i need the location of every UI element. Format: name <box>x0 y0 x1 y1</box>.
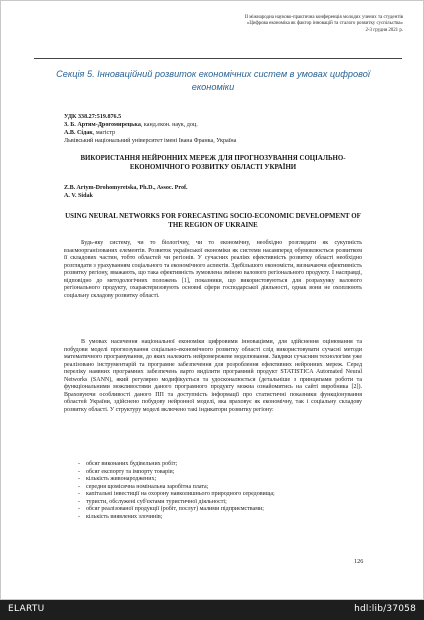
header-line-3: 2-3 грудня 2021 р. <box>365 27 403 33</box>
header-line-2: «Цифрова економіка як фактор інновацій та сталого розвитку суспільства» <box>246 21 403 27</box>
affiliation: Львівський національний університет імені Івана Франка, Україна <box>64 138 237 144</box>
conference-header <box>103 15 403 34</box>
header-divider <box>34 58 402 59</box>
section-title: Секція 5. Інноваційний розвиток економічних систем в умовах цифрової економіки <box>56 69 370 92</box>
author-uk-2-title: , магістр <box>92 130 116 136</box>
article-title-en: USING NEURAL NETWORKS FOR FORECASTING SOCIO-ECONOMIC DEVELOPMENT OF THE REGION OF UKRAINE <box>65 213 361 230</box>
page-number: 126 <box>354 558 364 565</box>
bullet-dash: - <box>78 476 80 483</box>
list-item-text: обсяг реалізованої продукції (робіт, послуг) малими підприємствами; <box>86 506 264 513</box>
author-uk-2-name: А.В. Сідак <box>64 130 93 136</box>
list-item <box>78 476 362 484</box>
list-item-text: обсяг експорту та імпорту товарів; <box>86 468 175 475</box>
article-title-uk: ВИКОРИСТАННЯ НЕЙРОННИХ МЕРЕЖ ДЛЯ ПРОГНОЗУВАННЯ СОЦІАЛЬНО-ЕКОНОМІЧНОГО РОЗВИТКУ ОБЛАСТІ УКРАЇНИ <box>80 155 346 172</box>
bullet-dash: - <box>78 491 80 498</box>
author-en-1: Z.B. Artym-Drohomyretska, Ph.D., Assoc. Prof. <box>64 185 188 191</box>
udk-code: УДК 338.27:519.876.5 <box>64 114 122 120</box>
repository-label: ELARTU <box>8 604 45 614</box>
list-item-text: кількість виявлених злочинів; <box>86 513 163 520</box>
header-line-1: ІІ міжнародна науково-практична конференція молодих учених та студентів <box>244 15 403 20</box>
list-item <box>78 506 362 514</box>
list-item <box>78 484 362 492</box>
list-item-text: капітальні інвестиції на охорону навколишнього природного середовища; <box>86 491 275 498</box>
handle-link[interactable]: hdl:lib/37058 <box>354 604 416 614</box>
bullet-dash: - <box>78 468 80 475</box>
body-paragraph-1: Будь-яку систему, чи то біологічну, чи то економічну, необхідно розглядати як сукупність взаємоорганізованих елементів. Розвиток української економіки як системи насамперед обумовлюється розвитком її складових частин, тобто областей чи регіонів. У сучасних реаліях ефективність розвитку області необхідно розглядати з урахуванням соціального та економічного аспектів. Здебільшого економісти, визначаючи ефективність розвитку регіону, вважають, що така ефективність зумовлена зміною валового регіонального продукту. І насправді, відповідно до методологічних положень [1], показники, що використовуються для розрахунку валового регіонального продукту, охарактеризовують основні сфери господарської діяльності, однак вони не охоплюють соціальну складову розвитку області. <box>64 240 362 299</box>
list-item <box>78 469 362 477</box>
bullet-dash: - <box>78 498 80 505</box>
bullet-dash: - <box>78 506 80 513</box>
author-uk-1-name: З. Б. Артим-Дрогомирецька <box>64 122 141 128</box>
list-item-text: туристи, обслужені суб'єктами туристичної діяльності; <box>86 498 227 505</box>
indicator-list <box>78 461 362 521</box>
bullet-dash: - <box>78 461 80 467</box>
list-item <box>78 514 362 522</box>
body-paragraph-2: В умовах насичення національної економіки цифровими інноваціями, для здійснення оцінювання та побудови моделі прогнозування соціально-економічного розвитку області слід використовувати сучасні методи математичного програмування, до яких належить нейромережеве моделювання. Завдяки сучасним технологіям уже реалізовано інструментарій та програмне забезпечення для розроблення ефективних нейронних мереж. Серед переліку наявних програмних забезпечень варто виділити програмний продукт STATISTICA Automated Neural Networks (SANN), який регулярно модифікується та удосконалюється (детальніше з принципами роботи та функціональними можливостями даного програмного продукту можна ознайомитись на сайті виробника [2]). Враховуючи особливості даного ПП та доступність інформації про статистичні показники функціонування областей України, здійснено побудову нейронної моделі, яка враховує як економічну, так і соціальну складову розвитку області. У структуру моделі включено такі індикатори розвитку регіону: <box>64 339 362 413</box>
bullet-dash: - <box>78 513 80 520</box>
author-uk-2 <box>64 130 115 138</box>
list-item-text: кількість живонароджених; <box>86 476 157 483</box>
author-en-2: A. V. Sidak <box>64 193 93 199</box>
author-uk-1-title: , канд.екон. наук, доц. <box>140 122 198 128</box>
list-item <box>78 461 362 469</box>
author-uk-1 <box>64 122 198 130</box>
list-item-text: середня щомісячна номінальна заробітна плата; <box>86 483 209 490</box>
bullet-dash: - <box>78 483 80 490</box>
list-item-text: обсяг виконаних будівельних робіт; <box>86 461 178 467</box>
list-item <box>78 491 362 499</box>
